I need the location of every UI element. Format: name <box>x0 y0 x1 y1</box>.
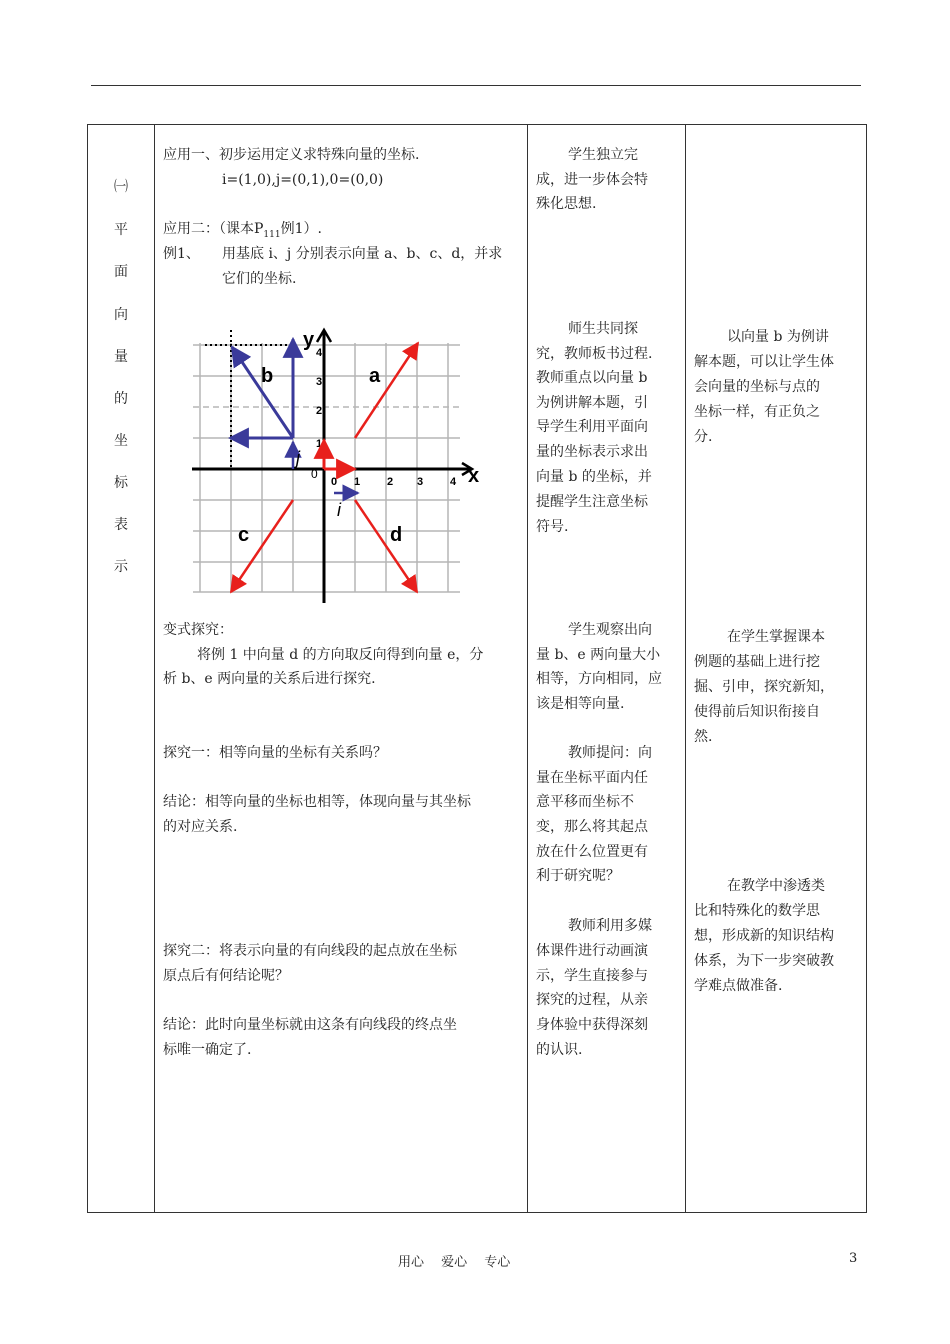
x-axis-label: x <box>468 465 480 487</box>
label-a: a <box>369 365 381 387</box>
col3-line: 为例讲解本题，引 <box>536 395 648 411</box>
x-tick: 4 <box>450 476 457 488</box>
col3-line: 利于研究呢？ <box>536 868 620 884</box>
app1-title: 应用一、初步运用定义求特殊向量的坐标. <box>163 147 420 163</box>
title-char: 的 <box>114 391 128 407</box>
col4-line: 以向量 b 为例讲 <box>727 329 829 345</box>
col3-line: 探究的过程，从亲 <box>536 992 648 1008</box>
title-char: 平 <box>114 222 128 238</box>
x-tick: 3 <box>417 476 424 488</box>
y-tick: 2 <box>316 405 323 417</box>
col4-line: 掘、引申，探究新知， <box>694 679 834 695</box>
label-i: i <box>337 500 341 520</box>
label-c: c <box>238 524 250 546</box>
col4-line: 使得前后知识衔接自 <box>694 704 820 720</box>
col3-line: 意平移而坐标不 <box>536 794 634 810</box>
col3-line: 导学生利用平面向 <box>536 419 648 435</box>
col3-line: 示，学生直接参与 <box>536 968 648 984</box>
variant-line-1: 将例 1 中向量 d 的方向取反向得到向量 e，分 <box>197 647 484 663</box>
app2-title: 应用二：（课本$P_{111}$例1）. <box>163 221 322 240</box>
header-rule <box>91 85 861 86</box>
col3-line: 教师提问：向 <box>568 745 652 761</box>
title-char: 量 <box>114 349 128 365</box>
variant-line-2: 析 b、e 两向量的关系后进行探究. <box>163 671 376 687</box>
explore2-question-2: 原点后有何结论呢？ <box>163 968 289 984</box>
footer-motto: 用心 爱心 专心 <box>398 1255 511 1270</box>
col3-line: 向量 b 的坐标，并 <box>536 469 652 485</box>
col4-line: 比和特殊化的数学思 <box>694 903 820 919</box>
section-number: ㈠ <box>114 179 128 195</box>
col3-line: 符号. <box>536 519 569 535</box>
app1-formula: i=(1,0),j=(0,1),0=(0,0) <box>222 172 384 188</box>
title-char: 向 <box>114 307 128 323</box>
title-char: 标 <box>114 475 128 491</box>
col4-line: 例题的基础上进行挖 <box>694 654 820 670</box>
y-tick: 4 <box>316 347 323 359</box>
col3-line: 学生观察出向 <box>568 622 652 638</box>
title-char: 示 <box>114 559 128 575</box>
col3-line: 提醒学生注意坐标 <box>536 494 648 510</box>
y-axis-label: y <box>303 329 315 351</box>
label-j: j <box>296 448 300 468</box>
col3-line: 量的坐标表示求出 <box>536 444 648 460</box>
label-d: d <box>390 524 403 546</box>
col4-line: 体系，为下一步突破教 <box>694 953 834 969</box>
col3-line: 量在坐标平面内任 <box>536 770 648 786</box>
col3-line: 放在什么位置更有 <box>536 844 648 860</box>
example-line-2: 它们的坐标. <box>222 271 297 287</box>
explore1-conclusion-2: 的对应关系. <box>163 819 238 835</box>
col4-line: 在学生掌握课本 <box>727 629 825 645</box>
x-tick: 1 <box>354 476 361 488</box>
col4-line: 在教学中渗透类 <box>727 878 825 894</box>
y-tick: 1 <box>316 438 323 450</box>
title-char: 表 <box>114 517 128 533</box>
explore1-question: 探究一：相等向量的坐标有关系吗？ <box>163 745 387 761</box>
example-label: 例1、 <box>163 246 200 262</box>
section-column <box>88 125 155 1213</box>
col3-line: 师生共同探 <box>568 321 638 337</box>
x-tick: 0 <box>331 476 338 488</box>
col3-line: 体课件进行动画演 <box>536 943 648 959</box>
vector-diagram <box>185 320 495 610</box>
col3-line: 教师利用多媒 <box>568 918 652 934</box>
col3-line: 该是相等向量. <box>536 696 625 712</box>
explore1-conclusion-1: 结论：相等向量的坐标也相等，体现向量与其坐标 <box>163 794 471 810</box>
col4-line: 分. <box>694 429 713 445</box>
col3-line: 究，教师板书过程. <box>536 346 653 362</box>
col4-line: 学难点做准备. <box>694 978 783 994</box>
title-char: 坐 <box>114 433 128 449</box>
col3-line: 殊化思想. <box>536 196 597 212</box>
variant-title: 变式探究： <box>163 622 233 638</box>
col4-line: 解本题，可以让学生体 <box>694 354 834 370</box>
col3-line: 相等，方向相同，应 <box>536 671 662 687</box>
col4-line: 坐标一样，有正负之 <box>694 404 820 420</box>
explore2-conclusion-1: 结论：此时向量坐标就由这条有向线段的终点坐 <box>163 1017 457 1033</box>
x-tick: 2 <box>387 476 394 488</box>
example-line-1: 用基底 i、j 分别表示向量 a、b、c、d，并求 <box>222 246 503 262</box>
col4-line: 想，形成新的知识结构 <box>694 928 834 944</box>
col3-line: 教师重点以向量 b <box>536 370 648 386</box>
explore2-conclusion-2: 标唯一确定了. <box>163 1042 252 1058</box>
y-tick: 3 <box>316 376 323 388</box>
col4-line: 会向量的坐标与点的 <box>694 379 820 395</box>
col3-line: 身体验中获得深刻 <box>536 1017 648 1033</box>
title-char: 面 <box>114 264 128 280</box>
col3-line: 量 b、e 两向量大小 <box>536 647 661 663</box>
col4-line: 然. <box>694 729 713 745</box>
origin-label: 0 <box>311 467 318 481</box>
col3-line: 学生独立完 <box>568 147 638 163</box>
col3-line: 的认识. <box>536 1042 583 1058</box>
col3-line: 成，进一步体会特 <box>536 172 648 188</box>
label-b: b <box>261 365 274 387</box>
col3-line: 变，那么将其起点 <box>536 819 648 835</box>
page-number: 3 <box>849 1251 858 1266</box>
explore2-question-1: 探究二：将表示向量的有向线段的起点放在坐标 <box>163 943 457 959</box>
